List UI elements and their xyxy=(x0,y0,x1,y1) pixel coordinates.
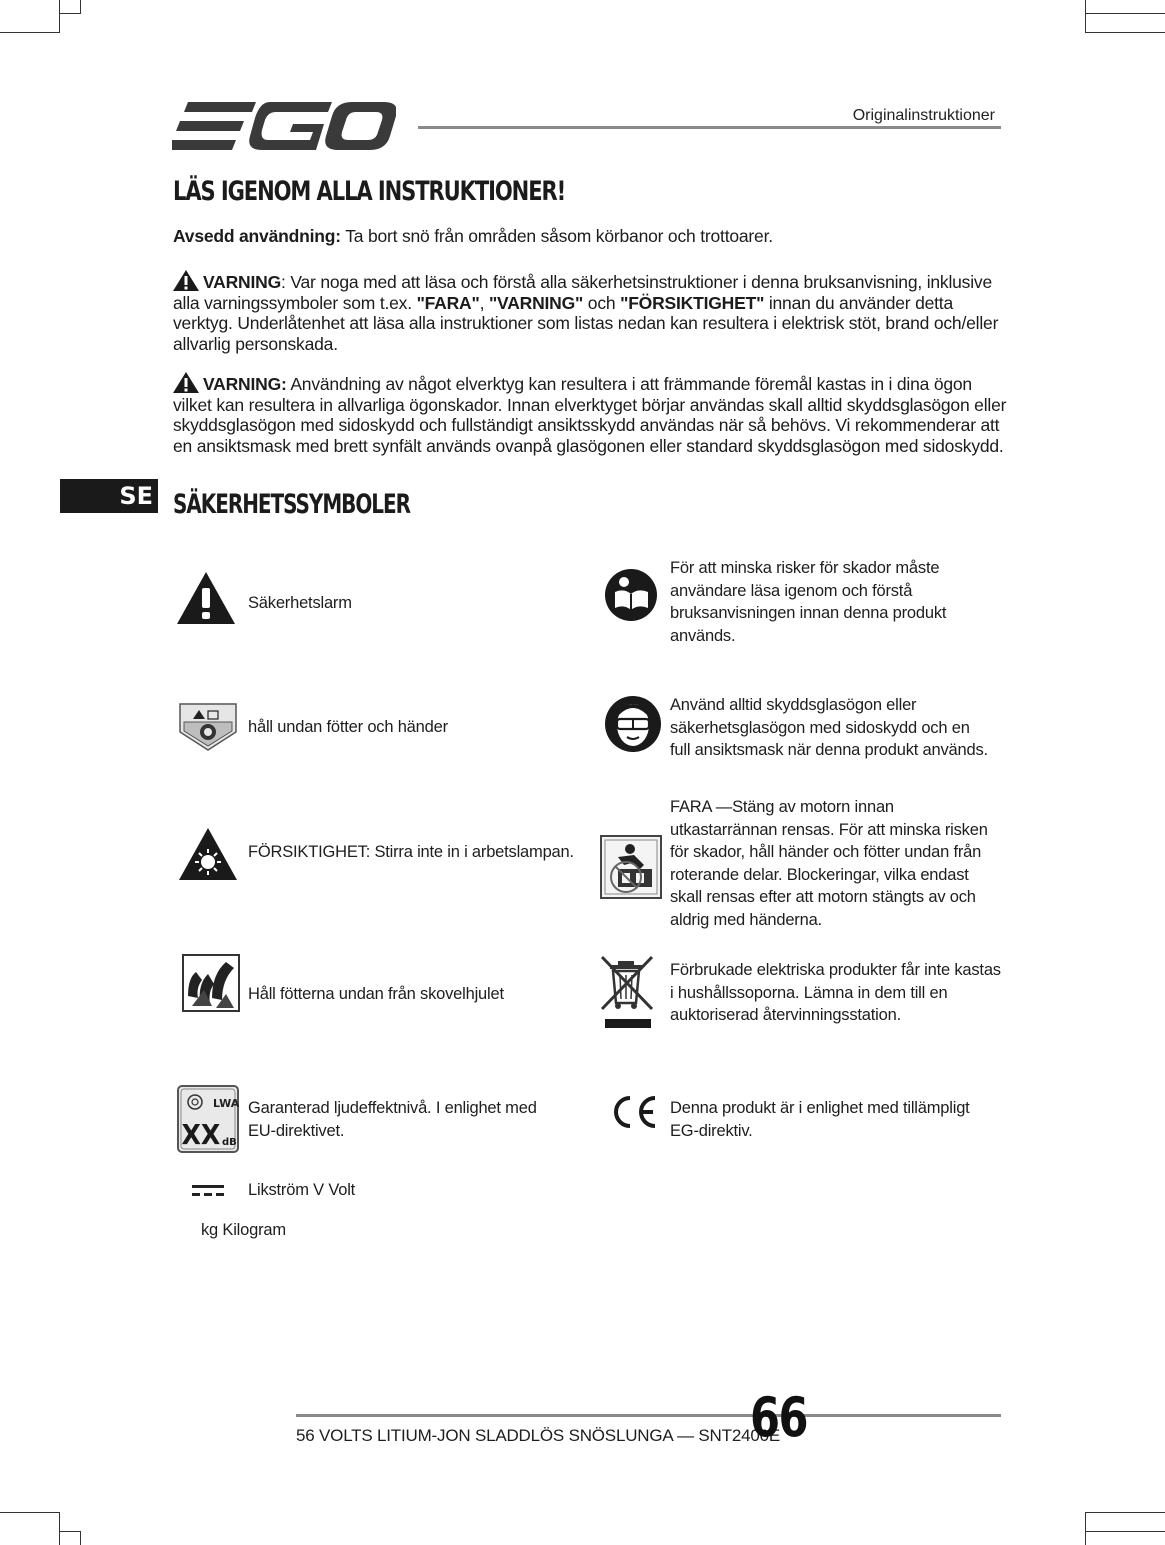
ce-mark-icon xyxy=(610,1095,658,1129)
intended-use-text: Ta bort snö från områden såsom körbanor och trottoarer. xyxy=(340,226,773,246)
ego-logo xyxy=(172,100,396,152)
crop-mark-tr-v xyxy=(1085,0,1086,33)
symbol-text-danger: FARA —Stäng av motorn innan utkastarrännan rensas. För att minska risken för skador, håll händer och fötter undan från roterande delar. Blockeringar, vilka endast skall rensas efter att motorn stängts av och aldrig med händerna. xyxy=(670,798,988,929)
crop-mark-tl-v xyxy=(59,0,60,33)
chute-danger-icon xyxy=(600,835,662,899)
warning-1-fara: "FARA" xyxy=(416,292,480,313)
crop-mark-tl-h2 xyxy=(59,13,81,14)
header-label: Originalinstruktioner xyxy=(852,107,995,124)
crop-mark-bl-v xyxy=(59,1512,60,1545)
warning-2-label: VARNING: xyxy=(203,374,287,394)
crop-mark-tr-h xyxy=(1085,32,1165,33)
crop-mark-bl-v2 xyxy=(80,1531,81,1545)
noise-icon-unit: dB xyxy=(222,1137,237,1148)
warning-1-forsiktighet: "FÖRSIKTIGHET" xyxy=(620,292,765,313)
symbol-text-auger: Håll fötterna undan från skovelhjulet xyxy=(248,985,504,1003)
warning-1-varning: "VARNING" xyxy=(488,292,584,313)
warning-1-text-b: , xyxy=(479,292,489,313)
page-number: 66 xyxy=(750,1386,807,1449)
symbol-text-weee: Förbrukade elektriska produkter får inte kastas i hushållssoporna. Lämna in dem till en auktoriserad återvinningsstation. xyxy=(670,961,1001,1025)
warning-triangle-icon xyxy=(173,372,199,393)
symbol-text-manual: För att minska risker för skador måste användare läsa igenom och förstå bruksanvisningen innan denna produkt används. xyxy=(670,559,947,645)
symbol-text-dc: Likström V Volt xyxy=(248,1181,356,1199)
crop-mark-tl-h xyxy=(0,32,60,33)
work-lamp-caution-icon xyxy=(178,827,238,881)
symbol-text-kg: kg Kilogram xyxy=(201,1221,286,1239)
crop-mark-br-h xyxy=(1085,1512,1165,1513)
symbol-text-noise: Garanterad ljudeffektnivå. I enlighet med EU-direktivet. xyxy=(248,1099,537,1140)
symbol-text-alert: Säkerhetslarm xyxy=(248,594,352,612)
weee-crossed-bin-icon xyxy=(600,955,656,1031)
symbol-text-lamp: FÖRSIKTIGHET: Stirra inte in i arbetslampan. xyxy=(248,843,574,861)
direct-current-icon xyxy=(192,1184,224,1198)
noise-icon-label: LWA xyxy=(213,1097,239,1110)
sound-power-level-icon xyxy=(177,1085,239,1153)
keep-feet-from-auger-icon xyxy=(182,954,240,1012)
crop-mark-br-h2 xyxy=(1085,1531,1165,1532)
keep-hands-feet-away-icon xyxy=(178,702,238,752)
symbol-text-hands-feet: håll undan fötter och händer xyxy=(248,718,448,736)
noise-icon-value: XX xyxy=(181,1118,221,1152)
header-rule xyxy=(418,126,1001,129)
page-title: LÄS IGENOM ALLA INSTRUKTIONER! xyxy=(173,176,566,207)
crop-mark-bl-h2 xyxy=(59,1531,81,1532)
footer-rule xyxy=(296,1414,1001,1417)
crop-mark-tl-v2 xyxy=(80,0,81,14)
symbol-text-ce: Denna produkt är i enlighet med tillämpligt EG-direktiv. xyxy=(670,1099,970,1140)
section-title: SÄKERHETSSYMBOLER xyxy=(173,489,410,520)
safety-alert-icon xyxy=(176,571,236,625)
symbol-text-eyes: Använd alltid skyddsglasögon eller säkerhetsglasögon med sidoskydd och en full ansiktsmask när denna produkt används. xyxy=(670,696,988,760)
crop-mark-br-v xyxy=(1085,1512,1086,1545)
eye-protection-icon xyxy=(603,695,663,753)
warning-1-label: VARNING xyxy=(203,272,281,292)
warning-1-text-d: innan du använder detta verktyg. Underlåtenhet att läsa alla instruktioner som listas nedan kan resultera i elektrisk stöt, brand och/eller allvarlig personskada. xyxy=(173,292,999,354)
warning-paragraph-1 xyxy=(173,270,1008,354)
crop-mark-bl-h xyxy=(0,1512,60,1513)
warning-paragraph-2 xyxy=(173,372,1008,456)
warning-1-text-a: : Var noga med att läsa och förstå alla säkerhetsinstruktioner i denna bruksanvisning, inklusive alla varningssymboler som t.ex. xyxy=(173,272,993,313)
language-tab: SE xyxy=(60,479,158,513)
warning-triangle-icon xyxy=(173,270,199,291)
footer-text: 56 VOLTS LITIUM-JON SLADDLÖS SNÖSLUNGA — SNT2400E xyxy=(296,1426,780,1445)
intended-use-paragraph xyxy=(173,226,1008,247)
warning-2-text: Användning av något elverktyg kan resultera i att främmande föremål kastas in i dina ögon vilket kan resultera in allvarliga ögonskador. Innan elverktyget börjar användas skall alltid skyddsglasögon eller skyddsglasögon med sidoskydd och fullständigt ansiktsskydd användas när så behövs. Vi rekommenderar att en ansiktsmask med brett synfält används ovanpå glasögonen eller standard skyddsglasögon med sidoskydd. xyxy=(173,374,1007,456)
read-manual-icon xyxy=(604,568,658,622)
warning-1-text-c: och xyxy=(583,292,621,313)
intended-use-label: Avsedd användning: xyxy=(173,226,341,246)
crop-mark-tr-h2 xyxy=(1085,13,1165,14)
